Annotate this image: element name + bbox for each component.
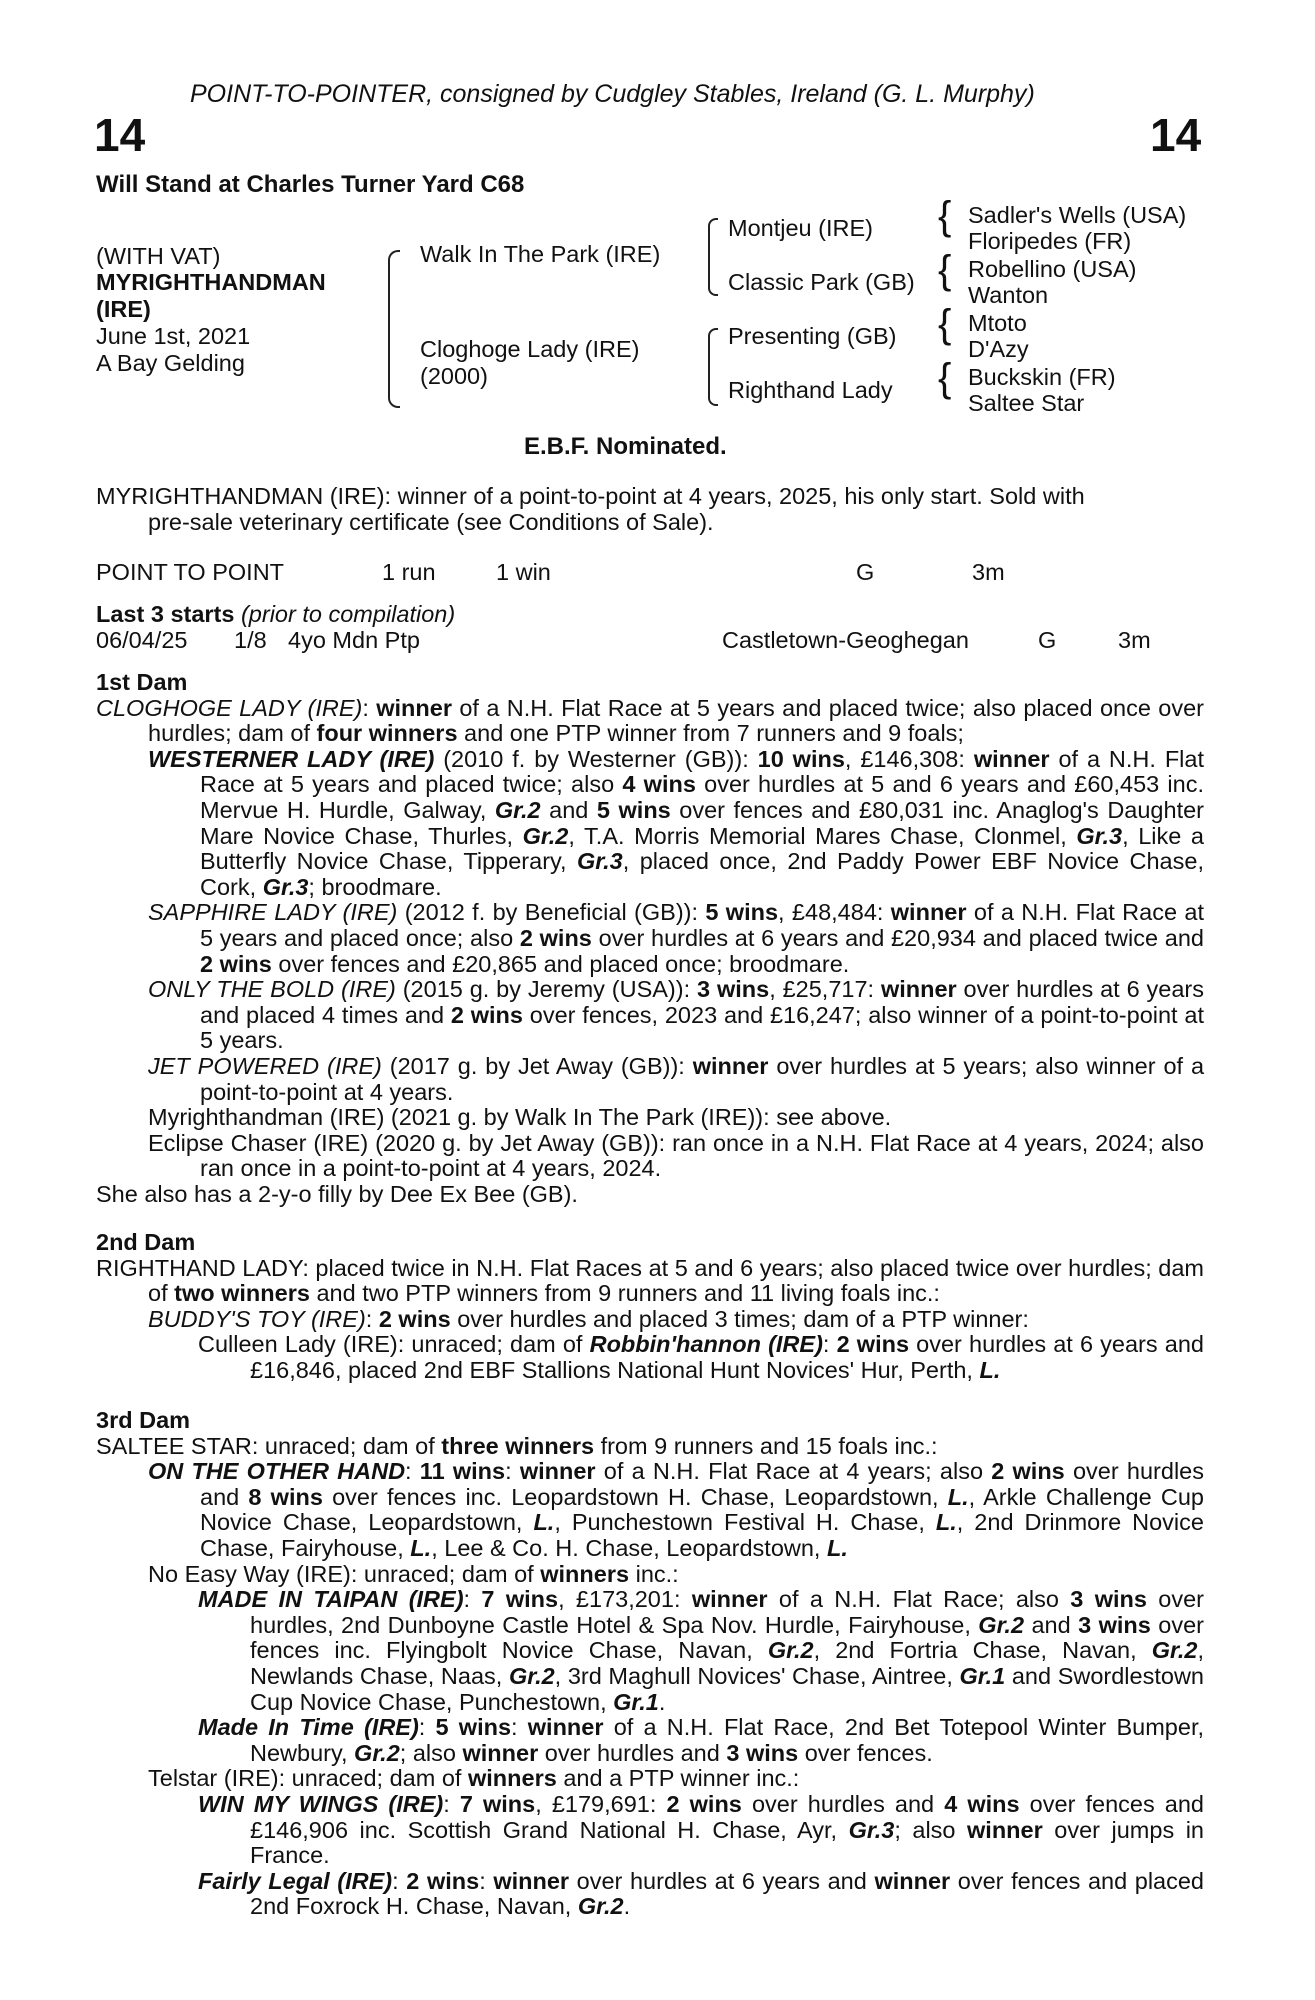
text: RIGHTHAND LADY: placed twice in N.H. Flat Races at 5 and 6 years; also placed twice over hurdles; dam of bbox=[96, 1254, 1204, 1307]
text: winner bbox=[527, 1714, 604, 1741]
text: over hurdles at 5 years; also winner of a point-to-point at 4 years. bbox=[200, 1052, 1205, 1105]
progeny-name: WESTERNER LADY (IRE) bbox=[148, 745, 435, 772]
text: Culleen Lady (IRE): unraced; dam of bbox=[198, 1331, 590, 1358]
text: and one PTP winner from 7 runners and 9 foals; bbox=[457, 720, 964, 747]
text: 4 wins bbox=[622, 771, 696, 798]
text: (2015 g. by Jeremy (USA)): bbox=[395, 976, 697, 1003]
pedigree-g3-5: Mtoto bbox=[968, 310, 1027, 336]
text: , 3rd Maghull Novices' Chase, Aintree, bbox=[554, 1662, 960, 1689]
pedigree-g3-7: Buckskin (FR) bbox=[968, 364, 1116, 390]
summary-line: MYRIGHTHANDMAN (IRE): winner of a point-to-point at 4 years, 2025, his only start. Sold with bbox=[96, 483, 1085, 509]
pedigree-brace bbox=[388, 334, 400, 408]
catalogue-subtitle: POINT-TO-POINTER, consigned by Cudgley Stables, Ireland (G. L. Murphy) bbox=[190, 80, 1035, 108]
grade: Gr.1 bbox=[613, 1688, 659, 1715]
pedigree-brace bbox=[388, 250, 400, 324]
text: : bbox=[479, 1867, 494, 1894]
text: of a N.H. Flat Race at 5 years and placed twice; also placed once over hurdles; dam of bbox=[148, 694, 1204, 747]
horse-summary bbox=[96, 484, 1204, 535]
text: , Like a Butterfly Novice Chase, Tipperary, bbox=[200, 822, 1204, 875]
grade: Gr.2 bbox=[767, 1637, 814, 1664]
stand-location: Will Stand at Charles Turner Yard C68 bbox=[96, 171, 525, 198]
horse-dob: June 1st, 2021 bbox=[96, 323, 251, 349]
progeny-entry bbox=[148, 1459, 1204, 1561]
text: 5 wins bbox=[435, 1714, 512, 1741]
text: 2 wins bbox=[666, 1790, 742, 1817]
text: , Punchestown Festival H. Chase, bbox=[554, 1509, 936, 1536]
horse-name: MYRIGHTHANDMAN bbox=[96, 269, 326, 295]
dam-entry bbox=[96, 1256, 1204, 1307]
grade: L. bbox=[533, 1509, 555, 1536]
text: over fences inc. Flyingbolt Novice Chase, Navan, bbox=[250, 1611, 1204, 1664]
text: 2 wins bbox=[519, 924, 592, 951]
text: 3 wins bbox=[697, 976, 770, 1003]
text: SALTEE STAR: unraced; dam of bbox=[96, 1432, 442, 1459]
progeny-name: ON THE OTHER HAND bbox=[148, 1458, 406, 1485]
text: . bbox=[623, 1893, 631, 1920]
text: winners bbox=[467, 1765, 557, 1792]
text: winner bbox=[973, 745, 1050, 772]
grade: L. bbox=[979, 1356, 1001, 1383]
text: over fences, 2023 and £16,247; also winner of a point-to-point at 5 years. bbox=[200, 1001, 1204, 1054]
text: ; broodmare. bbox=[308, 873, 442, 900]
pedigree-brace bbox=[708, 256, 718, 296]
text: of a N.H. Flat Race at 5 years and placed twice; also bbox=[200, 745, 1204, 798]
text: over hurdles and bbox=[741, 1790, 945, 1817]
pedigree-brace: { bbox=[938, 302, 952, 346]
progeny-entry bbox=[198, 1869, 1204, 1920]
text: two winners bbox=[174, 1280, 310, 1307]
pedigree-brace: { bbox=[938, 194, 952, 238]
progeny-entry: Eclipse Chaser (IRE) (2020 g. by Jet Away (GB)): ran once in a N.H. Flat Race at 4 years, 2024; also ran once in a point-to-point at 4 years, 2024. bbox=[148, 1129, 1204, 1182]
text: winner bbox=[493, 1867, 570, 1894]
progeny-name: Fairly Legal (IRE) bbox=[198, 1867, 393, 1894]
text: and bbox=[540, 796, 597, 823]
progeny-name: Robbin'hannon (IRE) bbox=[589, 1331, 823, 1358]
text: 2 wins bbox=[991, 1458, 1065, 1485]
ebf-nominated: E.B.F. Nominated. bbox=[524, 433, 727, 460]
text: : bbox=[443, 1790, 460, 1817]
grade: Gr.1 bbox=[959, 1662, 1006, 1689]
dam-name: CLOGHOGE LADY (IRE) bbox=[96, 694, 363, 721]
progeny-entry bbox=[148, 900, 1204, 977]
text: 7 wins bbox=[459, 1790, 536, 1817]
pedigree-g3-2: Floripedes (FR) bbox=[968, 228, 1132, 254]
progeny-entry bbox=[148, 1054, 1204, 1105]
text: 3 wins bbox=[726, 1739, 799, 1766]
lot-number-right: 14 bbox=[1150, 109, 1202, 161]
progeny-name: WIN MY WINGS (IRE) bbox=[198, 1790, 444, 1817]
progeny-entry bbox=[198, 1715, 1204, 1766]
start-place: 1/8 bbox=[234, 627, 267, 653]
text: 2 wins bbox=[450, 1001, 523, 1028]
text: and Swordlestown Cup Novice Chase, Punchestown, bbox=[250, 1662, 1204, 1715]
text: over fences and placed 2nd Foxrock H. Chase, Navan, bbox=[250, 1867, 1205, 1920]
pedigree-g3-3: Robellino (USA) bbox=[968, 256, 1137, 282]
text: : bbox=[822, 1331, 837, 1358]
pedigree-g3-1: Sadler's Wells (USA) bbox=[968, 202, 1187, 228]
dam-entry bbox=[96, 696, 1204, 747]
text: over hurdles and bbox=[538, 1739, 727, 1766]
grade: Gr.3 bbox=[262, 873, 309, 900]
text: 5 wins bbox=[705, 899, 779, 926]
progeny-entry bbox=[148, 1307, 1204, 1333]
progeny-entry bbox=[148, 977, 1204, 1054]
text: 5 wins bbox=[596, 796, 671, 823]
third-dam-section bbox=[96, 1408, 1204, 1920]
text: three winners bbox=[441, 1432, 595, 1459]
record-wins: 1 win bbox=[496, 559, 551, 585]
text: (2012 f. by Beneficial (GB)): bbox=[397, 899, 706, 926]
pedigree-sire: Walk In The Park (IRE) bbox=[420, 241, 661, 267]
progeny-entry bbox=[148, 1766, 1204, 1792]
text: and a PTP winner inc.: bbox=[556, 1765, 800, 1792]
vat-note: (WITH VAT) bbox=[96, 243, 221, 269]
first-dam-section bbox=[96, 670, 1204, 1207]
second-dam-heading: 2nd Dam bbox=[96, 1229, 196, 1255]
text: winner bbox=[519, 1458, 596, 1485]
last-starts-heading: Last 3 starts bbox=[96, 601, 235, 627]
last-starts-note: (prior to compilation) bbox=[240, 601, 456, 627]
horse-description: A Bay Gelding bbox=[96, 350, 245, 376]
text: , £146,308: bbox=[844, 745, 974, 772]
third-dam-heading: 3rd Dam bbox=[96, 1407, 191, 1433]
text: over hurdles and placed 3 times; dam of a PTP winner: bbox=[450, 1305, 1029, 1332]
text: winner bbox=[462, 1739, 539, 1766]
lot-number-left: 14 bbox=[94, 109, 146, 161]
progeny-entry bbox=[198, 1332, 1204, 1383]
pedigree-sire-dam: Classic Park (GB) bbox=[728, 269, 915, 295]
text: , £48,484: bbox=[778, 899, 891, 926]
progeny-name: BUDDY'S TOY (IRE) bbox=[148, 1305, 366, 1332]
text: 4 wins bbox=[944, 1790, 1020, 1817]
text: over hurdles at 6 years and placed 4 times and bbox=[200, 976, 1204, 1028]
text: , 2nd Fortria Chase, Navan, bbox=[813, 1637, 1152, 1664]
text: : bbox=[505, 1458, 520, 1485]
text: 3 wins bbox=[1078, 1611, 1151, 1638]
text: over jumps in France. bbox=[250, 1816, 1204, 1869]
grade: Gr.2 bbox=[577, 1893, 624, 1920]
record-type: POINT TO POINT bbox=[96, 559, 285, 585]
record-runs: 1 run bbox=[382, 559, 436, 585]
text: inc.: bbox=[629, 1560, 679, 1587]
grade: L. bbox=[410, 1534, 432, 1561]
text: over hurdles at 6 years and £20,934 and placed twice and bbox=[591, 924, 1204, 951]
pedigree-dam-sire: Presenting (GB) bbox=[728, 323, 897, 349]
text: of a N.H. Flat Race at 4 years; also bbox=[595, 1458, 992, 1485]
progeny-name: SAPPHIRE LADY (IRE) bbox=[148, 899, 398, 926]
progeny-name: ONLY THE BOLD (IRE) bbox=[148, 976, 396, 1003]
text: Telstar (IRE): unraced; dam of bbox=[148, 1765, 468, 1792]
text: 2 wins bbox=[836, 1331, 910, 1358]
text: over fences and £80,031 inc. Anaglog's Daughter Mare Novice Chase, Thurles, bbox=[200, 796, 1204, 849]
text: ; also bbox=[894, 1816, 968, 1843]
grade: Gr.2 bbox=[494, 796, 541, 823]
text: , Newlands Chase, Naas, bbox=[250, 1637, 1204, 1689]
text: No Easy Way (IRE): unraced; dam of bbox=[148, 1560, 541, 1587]
grade: Gr.2 bbox=[354, 1739, 400, 1766]
text: : bbox=[463, 1586, 482, 1613]
text: , £173,201: bbox=[558, 1586, 692, 1613]
text: : bbox=[362, 694, 377, 721]
text: : bbox=[392, 1867, 407, 1894]
text: winner bbox=[874, 1867, 951, 1894]
pedigree-brace bbox=[708, 218, 718, 258]
text: 7 wins bbox=[481, 1586, 559, 1613]
grade: L. bbox=[947, 1483, 969, 1510]
grade: L. bbox=[827, 1534, 848, 1561]
text: : bbox=[365, 1305, 379, 1332]
progeny-name: Made In Time (IRE) bbox=[198, 1714, 419, 1741]
grade: Gr.2 bbox=[978, 1611, 1025, 1638]
progeny-name: JET POWERED (IRE) bbox=[148, 1052, 382, 1079]
text: , £179,691: bbox=[535, 1790, 667, 1817]
text: and bbox=[1024, 1611, 1079, 1638]
grade: Gr.3 bbox=[577, 848, 623, 875]
text: winner bbox=[692, 1052, 769, 1079]
text: winner bbox=[890, 899, 967, 926]
start-distance: 3m bbox=[1118, 627, 1151, 653]
text: (2017 g. by Jet Away (GB)): bbox=[381, 1052, 693, 1079]
text: and two PTP winners from 9 runners and 11 living foals inc.: bbox=[309, 1280, 940, 1307]
progeny-entry bbox=[148, 1562, 1204, 1588]
progeny-entry bbox=[198, 1587, 1204, 1715]
text: winner bbox=[691, 1586, 768, 1613]
pedigree-g3-8: Saltee Star bbox=[968, 390, 1085, 416]
pedigree-g3-4: Wanton bbox=[968, 282, 1049, 308]
text: from 9 runners and 15 foals inc.: bbox=[594, 1432, 938, 1459]
dam-note: She also has a 2-y-o filly by Dee Ex Bee (GB). bbox=[96, 1180, 578, 1207]
pedigree-brace: { bbox=[938, 248, 952, 292]
text: , Lee & Co. H. Chase, Leopardstown, bbox=[431, 1534, 827, 1561]
text: 11 wins bbox=[419, 1458, 506, 1485]
text: 2 wins bbox=[200, 950, 272, 977]
text: : bbox=[511, 1714, 528, 1741]
grade: Gr.3 bbox=[848, 1816, 895, 1843]
pedigree-sire-sire: Montjeu (IRE) bbox=[728, 215, 873, 241]
text: over hurdles at 6 years and £16,846, placed 2nd EBF Stallions National Hunt Novices' Hur, Perth, bbox=[250, 1331, 1204, 1383]
text: winner bbox=[376, 694, 452, 721]
text: winners bbox=[540, 1560, 630, 1587]
text: over hurdles and bbox=[200, 1458, 1204, 1510]
text: 2 wins bbox=[378, 1305, 451, 1332]
text: over hurdles at 5 and 6 years and £60,453 inc. Mervue H. Hurdle, Galway, bbox=[200, 771, 1204, 823]
progeny-entry: Myrighthandman (IRE) (2021 g. by Walk In The Park (IRE)): see above. bbox=[148, 1104, 892, 1131]
grade: Gr.2 bbox=[508, 1662, 555, 1689]
pedigree-brace: { bbox=[938, 356, 952, 400]
record-distance: 3m bbox=[972, 559, 1005, 585]
text: : bbox=[405, 1458, 420, 1485]
start-course: Castletown-Geoghegan bbox=[722, 627, 969, 653]
text: , Arkle Challenge Cup Novice Chase, Leopardstown, bbox=[200, 1483, 1204, 1536]
pedigree-brace bbox=[380, 320, 390, 334]
pedigree-g3-6: D'Azy bbox=[968, 336, 1029, 362]
text: 3 wins bbox=[1070, 1586, 1147, 1613]
text: over fences. bbox=[798, 1739, 933, 1766]
text: winner bbox=[880, 976, 957, 1003]
start-going: G bbox=[1038, 627, 1057, 653]
progeny-entry bbox=[198, 1792, 1204, 1869]
text: winner bbox=[967, 1816, 1043, 1843]
text: of a N.H. Flat Race, 2nd Bet Totepool Winter Bumper, Newbury, bbox=[250, 1714, 1204, 1766]
text: , 2nd Drinmore Novice Chase, Fairyhouse, bbox=[200, 1509, 1204, 1561]
text: , placed once, 2nd Paddy Power EBF Novice Chase, Cork, bbox=[200, 848, 1204, 900]
text: over hurdles at 6 years and bbox=[569, 1867, 875, 1894]
text: over fences inc. Leopardstown H. Chase, Leopardstown, bbox=[322, 1483, 948, 1510]
first-dam-heading: 1st Dam bbox=[96, 669, 188, 695]
record-going: G bbox=[856, 559, 875, 585]
pedigree-dam-dam: Righthand Lady bbox=[728, 377, 893, 403]
text: over hurdles, 2nd Dunboyne Castle Hotel & Spa Nov. Hurdle, Fairyhouse, bbox=[250, 1586, 1205, 1638]
text: four winners bbox=[316, 720, 458, 747]
summary-line: pre-sale veterinary certificate (see Conditions of Sale). bbox=[148, 508, 714, 535]
progeny-entry bbox=[148, 747, 1204, 901]
text: , £25,717: bbox=[769, 976, 881, 1003]
text: : bbox=[418, 1714, 436, 1741]
text: of a N.H. Flat Race at 5 years and placed once; also bbox=[200, 899, 1204, 951]
text: over fences and £20,865 and placed once; broodmare. bbox=[271, 950, 850, 977]
pedigree-brace bbox=[708, 366, 718, 406]
dam-entry bbox=[96, 1434, 1204, 1460]
text: 2 wins bbox=[406, 1867, 480, 1894]
text: (2010 f. by Westerner (GB)): bbox=[434, 745, 758, 772]
text: , T.A. Morris Memorial Mares Chase, Clonmel, bbox=[568, 822, 1077, 849]
horse-country: (IRE) bbox=[96, 296, 151, 322]
start-date: 06/04/25 bbox=[96, 627, 188, 653]
grade: Gr.3 bbox=[1076, 822, 1123, 849]
progeny-name: MADE IN TAIPAN (IRE) bbox=[198, 1586, 464, 1613]
pedigree-dam-year: (2000) bbox=[420, 363, 488, 389]
text: 10 wins bbox=[757, 745, 845, 772]
grade: Gr.2 bbox=[522, 822, 569, 849]
grade: L. bbox=[935, 1509, 957, 1536]
text: ; also bbox=[399, 1739, 463, 1766]
pedigree-dam: Cloghoge Lady (IRE) bbox=[420, 336, 640, 362]
text: 8 wins bbox=[248, 1483, 323, 1510]
start-race: 4yo Mdn Ptp bbox=[288, 627, 420, 653]
second-dam-section bbox=[96, 1230, 1204, 1384]
text: . bbox=[658, 1688, 666, 1715]
text: over fences and £146,906 inc. Scottish Grand National H. Chase, Ayr, bbox=[250, 1790, 1204, 1843]
grade: Gr.2 bbox=[1151, 1637, 1198, 1664]
text: of a N.H. Flat Race; also bbox=[767, 1586, 1071, 1613]
pedigree-brace bbox=[708, 328, 718, 368]
